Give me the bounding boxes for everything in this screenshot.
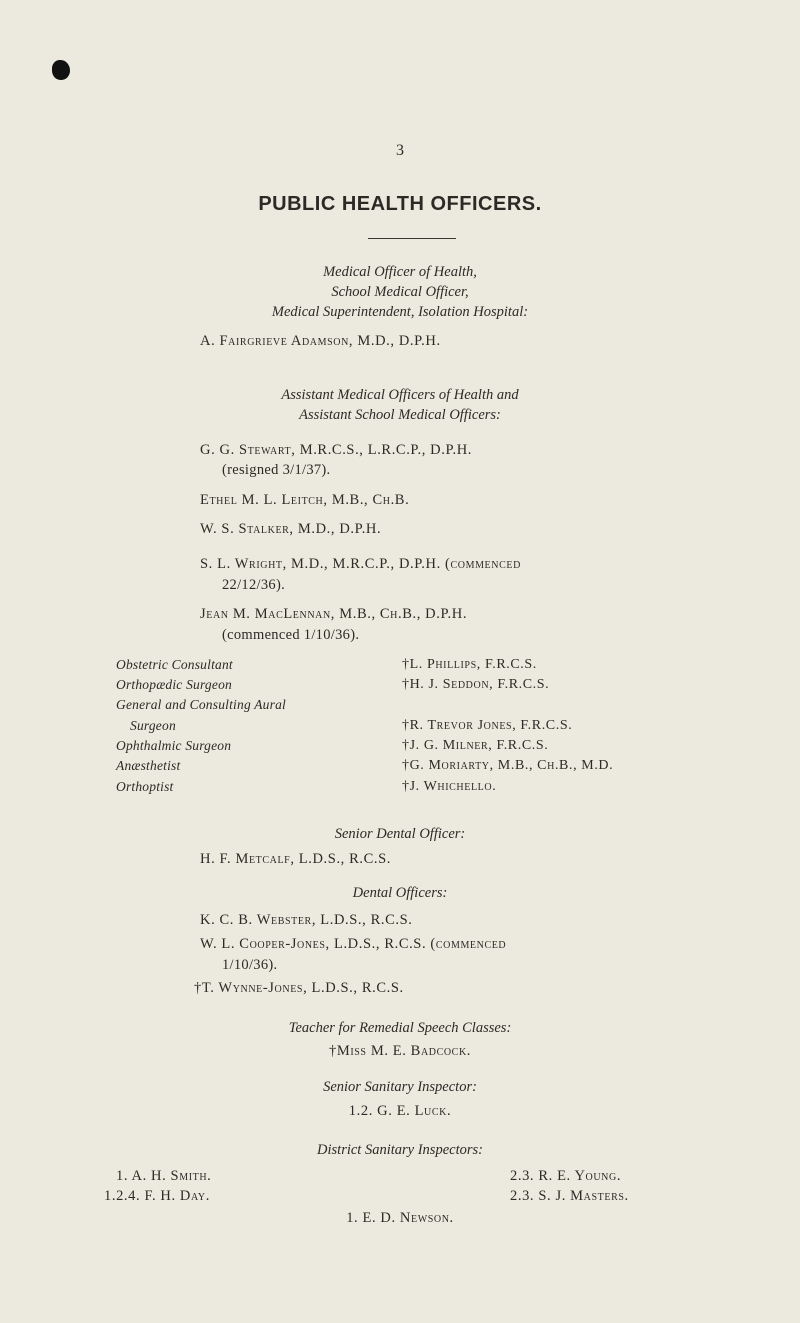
- senior-sanitary-heading: Senior Sanitary Inspector:: [323, 1079, 477, 1095]
- consultant-role: Anæsthetist: [116, 758, 181, 773]
- speech-heading: Teacher for Remedial Speech Classes:: [288, 1020, 512, 1036]
- assistant-entry: Ethel M. L. Leitch, M.B., Ch.B.: [200, 492, 410, 508]
- district-inspector: 1. A. H. Smith.: [116, 1168, 212, 1184]
- page-title: PUBLIC HEALTH OFFICERS.: [258, 193, 542, 215]
- page-number: 3: [396, 142, 404, 159]
- ink-blot: [52, 60, 70, 80]
- consultant-name: †L. Phillips, F.R.C.S.: [402, 657, 537, 672]
- consultant-role: Orthopædic Surgeon: [116, 677, 232, 692]
- assistant-entry: W. S. Stalker, M.D., D.P.H.: [200, 521, 382, 537]
- consultant-role: Orthoptist: [116, 779, 174, 794]
- moh-heading-1: Medical Officer of Health,: [323, 264, 477, 280]
- senior-dental-heading: Senior Dental Officer:: [334, 826, 466, 842]
- assistant-entry: S. L. Wright, M.D., M.R.C.P., D.P.H. (commenced: [200, 556, 521, 572]
- dental-entry: †T. Wynne-Jones, L.D.S., R.C.S.: [194, 980, 404, 996]
- consultant-role: Obstetric Consultant: [116, 657, 233, 672]
- assistant-entry: G. G. Stewart, M.R.C.S., L.R.C.P., D.P.H.: [200, 442, 473, 458]
- district-inspector: 1.2.4. F. H. Day.: [104, 1188, 210, 1204]
- dental-heading: Dental Officers:: [352, 885, 448, 901]
- senior-dental-name: H. F. Metcalf, L.D.S., R.C.S.: [200, 851, 391, 867]
- assistant-entry: Jean M. MacLennan, M.B., Ch.B., D.P.H.: [200, 606, 468, 622]
- consultant-name: †J. Whichello.: [402, 779, 497, 794]
- assistants-heading-1: Assistant Medical Officers of Health and: [281, 387, 519, 403]
- district-heading: District Sanitary Inspectors:: [317, 1142, 483, 1158]
- consultant-name: †R. Trevor Jones, F.R.C.S.: [402, 718, 573, 733]
- district-inspector: 1. E. D. Newson.: [346, 1210, 454, 1226]
- assistant-entry-note: (resigned 3/1/37).: [222, 462, 331, 478]
- moh-heading-2: School Medical Officer,: [331, 284, 469, 300]
- consultant-name: †J. G. Milner, F.R.C.S.: [402, 738, 549, 753]
- dental-entry: W. L. Cooper-Jones, L.D.S., R.C.S. (commenced: [200, 936, 507, 952]
- consultant-role: Ophthalmic Surgeon: [116, 738, 232, 753]
- dental-entry-note: 1/10/36).: [222, 957, 278, 973]
- assistant-entry-note: 22/12/36).: [222, 577, 286, 593]
- speech-name: †Miss M. E. Badcock.: [329, 1043, 471, 1059]
- district-inspector: 2.3. S. J. Masters.: [510, 1188, 629, 1204]
- moh-heading-3: Medical Superintendent, Isolation Hospital:: [271, 304, 529, 320]
- moh-name: A. Fairgrieve Adamson, M.D., D.P.H.: [200, 333, 441, 349]
- senior-sanitary-name: 1.2. G. E. Luck.: [348, 1103, 452, 1119]
- assistant-entry-note: (commenced 1/10/36).: [222, 627, 360, 643]
- consultant-name: †G. Moriarty, M.B., Ch.B., M.D.: [402, 758, 614, 773]
- consultant-name: †H. J. Seddon, F.R.C.S.: [402, 677, 550, 692]
- title-divider: [368, 238, 456, 239]
- assistants-heading-2: Assistant School Medical Officers:: [299, 407, 501, 423]
- consultant-role: General and Consulting Aural: [116, 697, 286, 712]
- dental-entry: K. C. B. Webster, L.D.S., R.C.S.: [200, 912, 413, 928]
- consultant-role: Surgeon: [130, 718, 176, 733]
- district-inspector: 2.3. R. E. Young.: [510, 1168, 622, 1184]
